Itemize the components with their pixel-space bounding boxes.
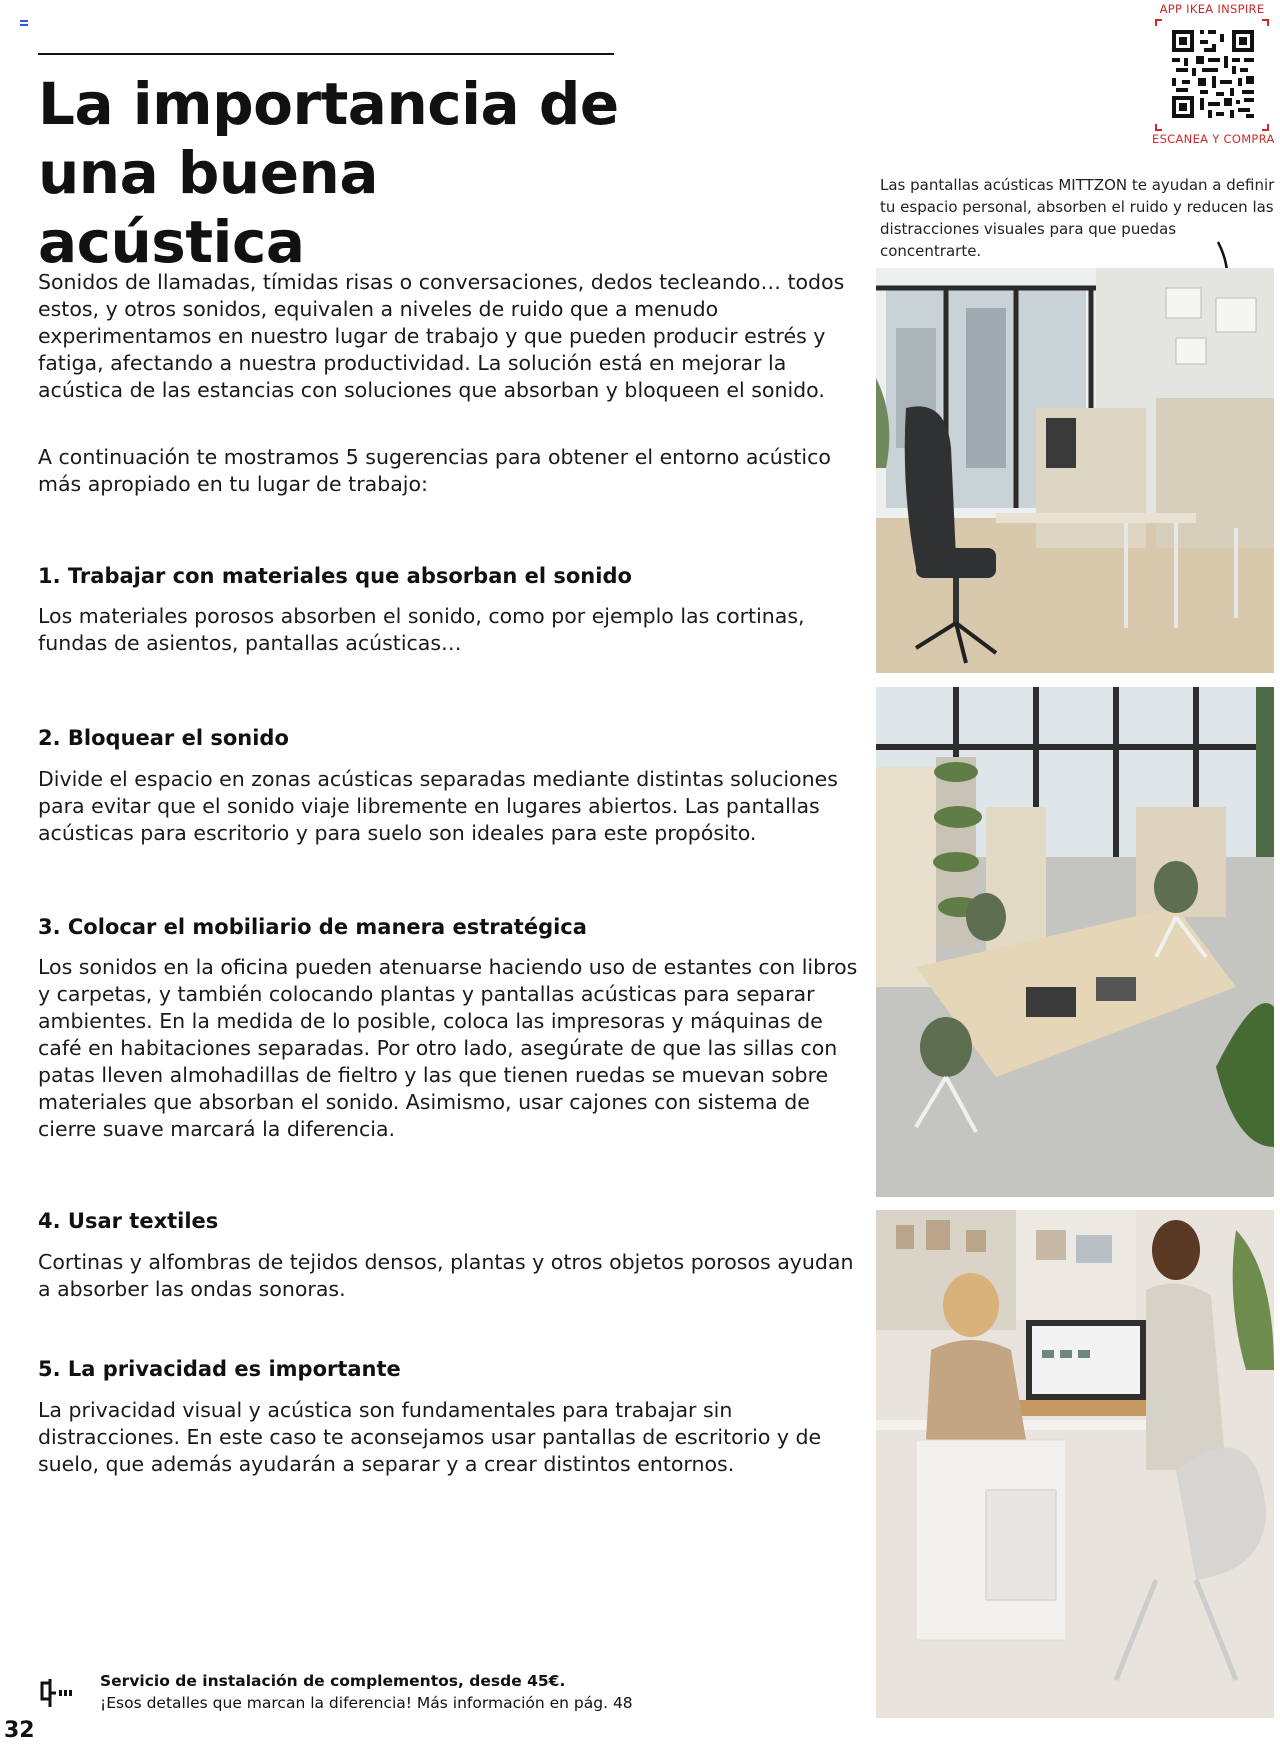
- intro-paragraph: Sonidos de llamadas, tímidas risas o conversaciones, dedos tecleando… todos estos, y otros sonidos, equivalen a niveles de ruido que a menudo experimentamos en nuestro lugar de trabajo y que pueden producir estrés y fatiga, afectando a nuestra productividad. La solución está en mejorar la acústica de las estancias con soluciones que absorban y bloqueen el sonido.: [38, 270, 845, 402]
- section-4-heading: 4. Usar textiles: [38, 1209, 219, 1233]
- installation-service-icon: [38, 1677, 78, 1709]
- section-2-body: Divide el espacio en zonas acústicas separadas mediante distintas soluciones para evitar que el sonido viaje libremente en lugares abiertos. Las pantallas acústicas para escritorio y para suelo son ideales para este propósito.: [38, 767, 838, 845]
- qr-code-icon[interactable]: [1152, 16, 1272, 134]
- service-title: Servicio de instalación de complementos, desde 45€.: [100, 1672, 566, 1690]
- title-rule: [38, 53, 614, 55]
- qr-top-label: APP IKEA INSPIRE: [1159, 2, 1265, 16]
- page-number: 32: [4, 1718, 35, 1743]
- service-subtitle: ¡Esos detalles que marcan la diferencia! Más información en pág. 48: [100, 1694, 633, 1712]
- page-marker-icon: [20, 20, 28, 26]
- home-office-women-photo: [876, 1210, 1274, 1718]
- page-title: [38, 70, 658, 277]
- section-3-heading: 3. Colocar el mobiliario de manera estratégica: [38, 915, 587, 939]
- section-1-body: Los materiales porosos absorben el sonido, como por ejemplo las cortinas, fundas de asientos, pantallas acústicas…: [38, 604, 805, 655]
- intro-paragraph-2: A continuación te mostramos 5 sugerencias para obtener el entorno acústico más apropiado en tu lugar de trabajo:: [38, 445, 831, 496]
- photo-caption: Las pantallas acústicas MITTZON te ayudan a definir tu espacio personal, absorben el ruido y reducen las distracciones visuales para que puedas concentrarte.: [880, 176, 1275, 260]
- section-1-heading: 1. Trabajar con materiales que absorban el sonido: [38, 564, 632, 588]
- page-title-line2: una buena acústica: [38, 139, 378, 276]
- section-2-heading: 2. Bloquear el sonido: [38, 726, 289, 750]
- open-office-plants-photo: [876, 687, 1274, 1197]
- section-5-heading: 5. La privacidad es importante: [38, 1357, 401, 1381]
- office-acoustic-screens-photo: [876, 268, 1274, 673]
- section-5-body: La privacidad visual y acústica son fundamentales para trabajar sin distracciones. En este caso te aconsejamos usar pantallas de escritorio y de suelo, que además ayudarán a separar y a crear distintos entornos.: [38, 1398, 822, 1476]
- qr-block[interactable]: [1152, 0, 1275, 152]
- qr-bottom-label: ESCANEA Y COMPRA: [1152, 132, 1275, 146]
- page-title-line1: La importancia de: [38, 70, 619, 138]
- section-3-body: Los sonidos en la oficina pueden atenuarse haciendo uso de estantes con libros y carpetas, y también colocando plantas y pantallas acústicas para separar ambientes. En la medida de lo posible, coloca las impresoras y máquinas de café en habitaciones separadas. Por otro lado, asegúrate de que las sillas con patas lleven almohadillas de fieltro y las que tienen ruedas se muevan sobre materiales que absorban el sonido. Asimismo, usar cajones con sistema de cierre suave marcará la diferencia.: [38, 955, 858, 1141]
- section-4-body: Cortinas y alfombras de tejidos densos, plantas y otros objetos porosos ayudan a absorber las ondas sonoras.: [38, 1250, 854, 1301]
